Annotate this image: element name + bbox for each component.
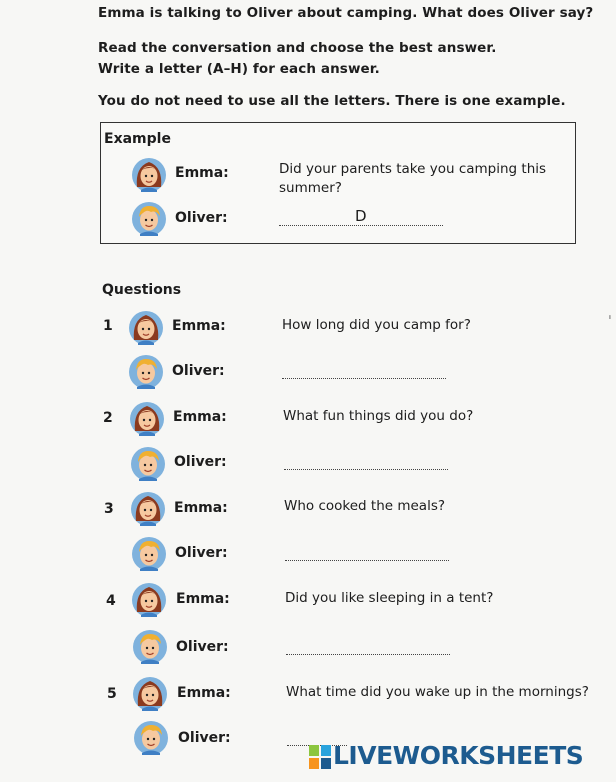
liveworksheets-logo: LIVEWORKSHEETS <box>333 741 584 770</box>
scan-mark: ˌ <box>608 305 612 321</box>
answer-blank-2[interactable] <box>284 468 448 470</box>
emma-question-text: Who cooked the meals? <box>284 498 446 514</box>
question-number: 3 <box>104 501 114 517</box>
instruction-letters: You do not need to use all the letters. There is one example. <box>98 93 566 109</box>
question-number: 4 <box>106 593 116 609</box>
answer-blank-1[interactable] <box>282 377 446 379</box>
task-title: Emma is talking to Oliver about camping. What does Oliver say? <box>98 5 594 21</box>
example-title: Example <box>104 131 171 147</box>
emma-question-text: What time did you wake up in the mornings? <box>286 684 589 700</box>
emma-question-text: How long did you camp for? <box>282 317 471 333</box>
answer-blank-3[interactable] <box>285 559 449 561</box>
example-emma-name: Emma: <box>175 165 229 181</box>
instruction-write: Write a letter (A–H) for each answer. <box>98 61 380 77</box>
oliver-name: Oliver: <box>172 363 225 379</box>
oliver-avatar-icon <box>131 536 167 572</box>
oliver-name: Oliver: <box>178 730 231 746</box>
answer-blank-4[interactable] <box>286 653 450 655</box>
example-answer-line <box>279 224 443 226</box>
emma-avatar-icon <box>130 491 166 527</box>
example-oliver-name: Oliver: <box>175 210 228 226</box>
example-answer: D <box>355 207 367 225</box>
instruction-read: Read the conversation and choose the best answer. <box>98 40 497 56</box>
emma-avatar-icon <box>132 676 168 712</box>
emma-name: Emma: <box>177 685 231 701</box>
emma-question-text: What fun things did you do? <box>283 408 474 424</box>
liveworksheets-logo-icon <box>309 745 331 769</box>
emma-question-text: Did you like sleeping in a tent? <box>285 590 494 606</box>
oliver-avatar-icon <box>130 446 166 482</box>
oliver-avatar-icon <box>132 629 168 665</box>
question-number: 5 <box>107 686 117 702</box>
question-number: 2 <box>103 410 113 426</box>
question-number: 1 <box>103 318 113 334</box>
emma-name: Emma: <box>174 500 228 516</box>
emma-name: Emma: <box>176 591 230 607</box>
oliver-name: Oliver: <box>176 639 229 655</box>
oliver-avatar-icon <box>133 720 169 756</box>
emma-avatar-icon <box>131 157 167 193</box>
questions-heading: Questions <box>102 282 182 298</box>
oliver-name: Oliver: <box>175 545 228 561</box>
emma-avatar-icon <box>128 310 164 346</box>
oliver-avatar-icon <box>128 354 164 390</box>
oliver-avatar-icon <box>131 201 167 237</box>
emma-name: Emma: <box>173 409 227 425</box>
emma-name: Emma: <box>172 318 226 334</box>
example-emma-line1: Did your parents take you camping this <box>279 161 547 177</box>
emma-avatar-icon <box>129 401 165 437</box>
emma-avatar-icon <box>131 582 167 618</box>
oliver-name: Oliver: <box>174 454 227 470</box>
example-emma-line2: summer? <box>279 180 342 196</box>
